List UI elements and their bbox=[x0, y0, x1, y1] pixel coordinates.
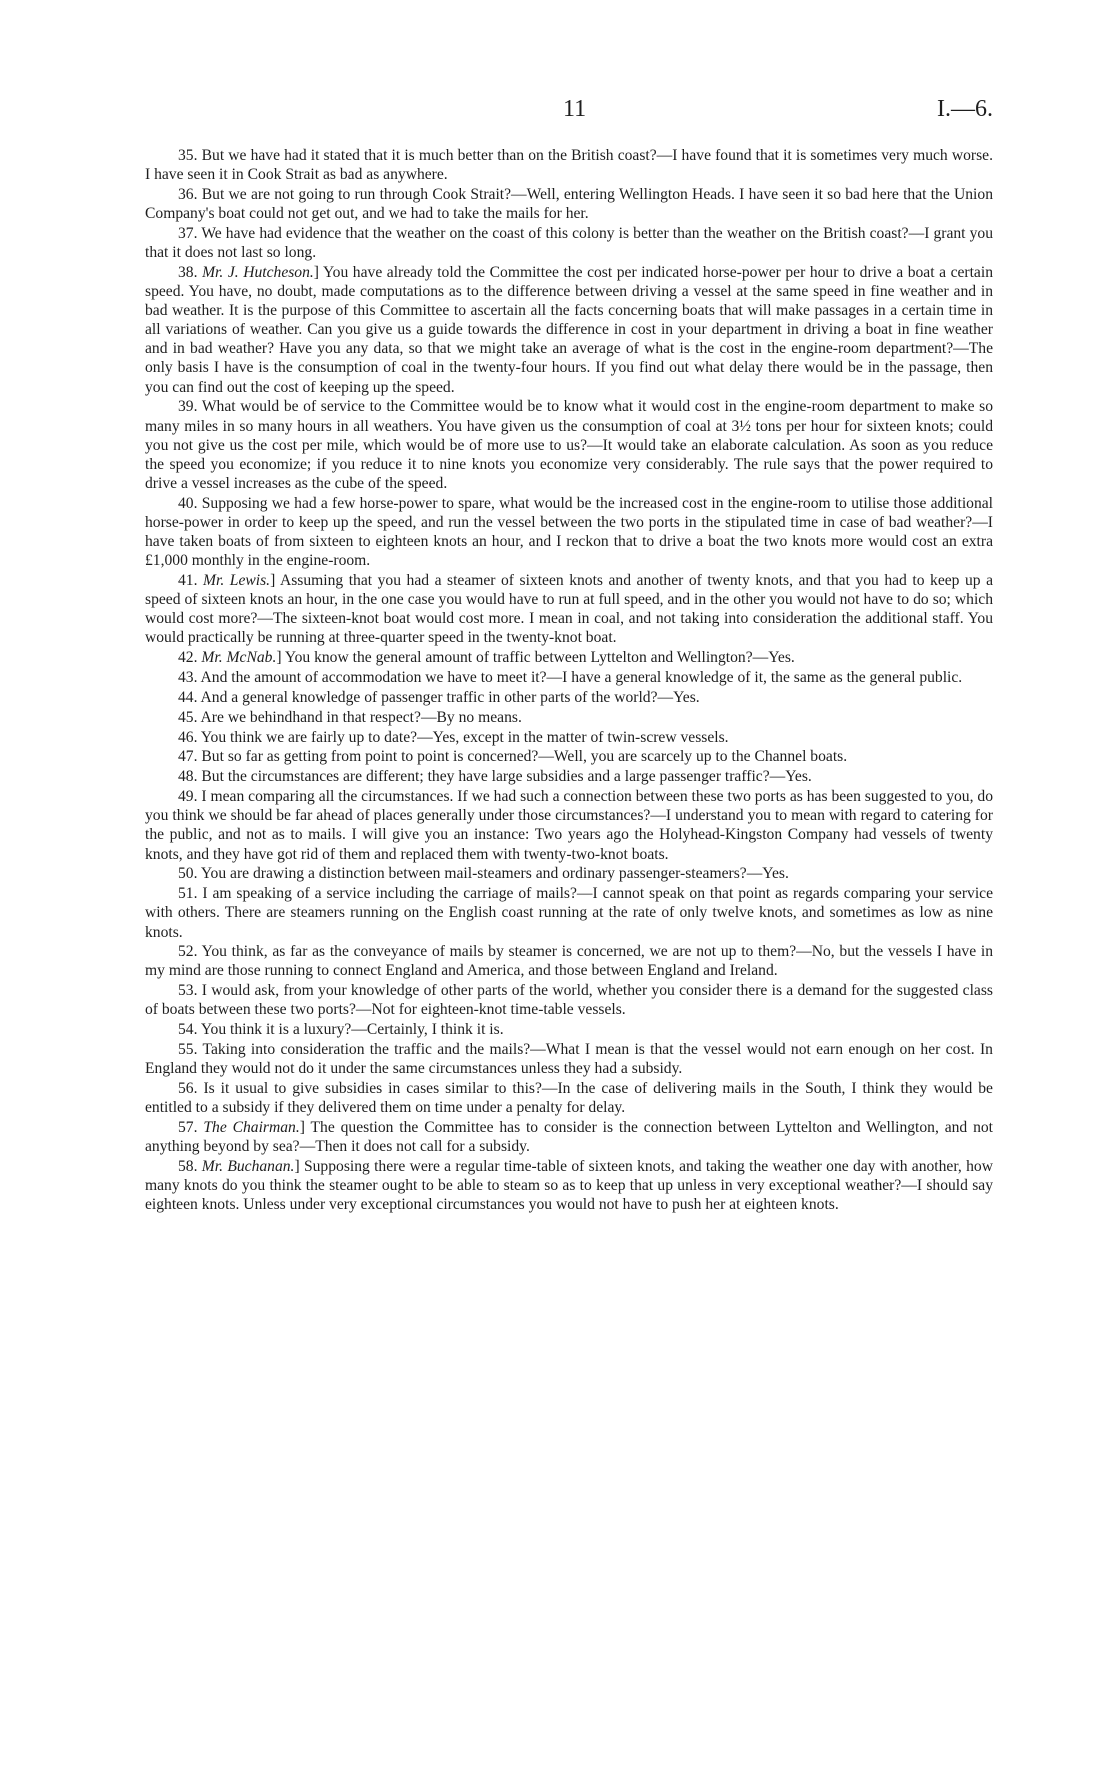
question-text: But the circumstances are different; they have large subsidies and a large passenger traffic?—Yes. bbox=[201, 768, 812, 786]
question-paragraph bbox=[145, 787, 993, 863]
question-text: Taking into consideration the traffic and the mails?—What I mean is that the vessel would not earn enough on her cost. In England they would not do it under the same circumstances unless they had a subsidy. bbox=[145, 1041, 993, 1078]
question-paragraph bbox=[145, 1118, 993, 1156]
speaker-bracket: ] bbox=[313, 263, 319, 281]
question-text: You think it is a luxury?—Certainly, I think it is. bbox=[200, 1021, 504, 1039]
question-paragraph bbox=[145, 1040, 993, 1078]
question-number: 48. bbox=[178, 768, 198, 786]
speaker-name: Mr. McNab. bbox=[201, 649, 277, 667]
question-paragraph bbox=[145, 263, 993, 397]
question-paragraph bbox=[145, 1079, 993, 1117]
question-number: 51. bbox=[178, 885, 198, 903]
page-number: 11 bbox=[563, 96, 587, 122]
question-number: 57. bbox=[178, 1119, 198, 1137]
question-text: We have had evidence that the weather on the coast of this colony is better than the weather on the British coast?—I grant you that it does not last so long. bbox=[145, 224, 993, 262]
question-text: I would ask, from your knowledge of other parts of the world, whether you consider there is a demand for the suggested class of boats between these two ports?—Not for eighteen-knot time-table vessels. bbox=[145, 982, 993, 1019]
question-number: 52. bbox=[178, 943, 198, 961]
question-text: And a general knowledge of passenger traffic in other parts of the world?—Yes. bbox=[200, 688, 700, 706]
question-number: 49. bbox=[178, 788, 198, 806]
question-number: 40. bbox=[178, 494, 198, 512]
question-text: Assuming that you had a steamer of sixteen knots and another of twenty knots, and that you had to keep up a speed of sixteen knots an hour, in the one case you would have to run at full speed, and in the other you would not have to do so; which would cost more?—The sixteen-knot boat would cost more. I mean in coal, and not taking into consideration the additional staff. You would practically be running at three-quarter speed in the twenty-knot boat. bbox=[145, 571, 994, 647]
question-number: 54. bbox=[178, 1021, 198, 1039]
question-text: You are drawing a distinction between mail-steamers and ordinary passenger-steamers?—Yes. bbox=[200, 865, 789, 883]
question-number: 47. bbox=[178, 748, 198, 766]
question-text: But we are not going to run through Cook Strait?—Well, entering Wellington Heads. I have seen it so bad here that the Union Company's boat could not get out, and we had to take the mails for her. bbox=[145, 185, 993, 223]
question-text: You have already told the Committee the cost per indicated horse-power per hour to drive a boat a certain speed. You have, no doubt, made computations as to the difference between driving a vessel at the same speed in fine weather and in bad weather. It is the purpose of this Committee to ascertain all the facts concerning boats that will make passages in a certain time in all variations of weather. Can you give us a guide towards the difference in cost in your department in driving a boat in fine weather and in bad weather? Have you any data, so that we might take an average of what is the cost in the engine-room department?—The only basis I have is the consumption of coal in the twenty-four hours. If you find out what delay there would be in the passage, then you can find out the cost of keeping up the speed. bbox=[145, 263, 993, 396]
question-paragraph bbox=[145, 1020, 993, 1039]
question-paragraph bbox=[145, 397, 993, 492]
question-paragraph bbox=[145, 747, 993, 766]
question-paragraph bbox=[145, 688, 993, 707]
question-text: But we have had it stated that it is much better than on the British coast?—I have found that it is sometimes very much worse. I have seen it in Cook Strait as bad as anywhere. bbox=[145, 147, 993, 184]
speaker-name: Mr. Buchanan. bbox=[201, 1158, 295, 1176]
question-text: I mean comparing all the circumstances. If we had such a connection between these two ports as has been suggested to you, do you think we should be far ahead of places generally under those circumstances?—I understand you to mean with regard to catering for the public, and not as to mails. I will give you an instance: Two years ago the Holyhead-Kingston Company had vessels of twenty knots, and they have got rid of them and replaced them with twenty-two-knot boats. bbox=[145, 788, 993, 863]
question-text: You think, as far as the conveyance of mails by steamer is concerned, we are not up to them?—No, but the vessels I have in my mind are those running to connect England and America, and those between England and Ireland. bbox=[145, 943, 993, 980]
speaker-bracket: ] bbox=[294, 1158, 300, 1176]
question-paragraph bbox=[145, 185, 993, 223]
question-paragraph bbox=[145, 668, 993, 687]
question-text: Supposing we had a few horse-power to spare, what would be the increased cost in the engine-room to utilise those additional horse-power in order to keep up the speed, and run the vessel between the two ports in the stipulated time in case of bad weather?—I have taken boats of from sixteen to eighteen knots an hour, and I reckon that to drive a boat the two knots more would cost an extra £1,000 monthly in the engine-room. bbox=[145, 494, 993, 569]
question-number: 56. bbox=[178, 1080, 198, 1098]
question-number: 55. bbox=[178, 1041, 198, 1059]
question-paragraph bbox=[145, 708, 993, 727]
question-paragraph bbox=[145, 571, 993, 647]
speaker-bracket: ] bbox=[270, 571, 276, 589]
question-number: 58. bbox=[178, 1158, 198, 1176]
question-paragraph bbox=[145, 767, 993, 786]
question-paragraph bbox=[145, 884, 993, 941]
question-number: 38. bbox=[178, 263, 198, 281]
question-number: 35. bbox=[178, 147, 198, 164]
question-text: And the amount of accommodation we have to meet it?—I have a general knowledge of it, the same as the general public. bbox=[200, 668, 963, 686]
question-paragraph bbox=[145, 648, 993, 667]
question-number: 45. bbox=[178, 708, 198, 726]
question-text: Are we behindhand in that respect?—By no means. bbox=[200, 708, 522, 726]
question-paragraph bbox=[145, 864, 993, 883]
question-text: But so far as getting from point to point is concerned?—Well, you are scarcely up to the Channel boats. bbox=[201, 748, 848, 766]
question-text: You think we are fairly up to date?—Yes, except in the matter of twin-screw vessels. bbox=[200, 728, 729, 746]
question-text: What would be of service to the Committee would be to know what it would cost in the engine-room department to make so many miles in so many hours in all weathers. You have given us the consumption of coal at 3½ tons per hour for sixteen knots; could you not give us the cost per mile, which would be of more use to us?—It would take an elaborate calculation. As soon as you reduce the speed you economize; if you reduce it to nine knots you economize very considerably. The rule says that the power required to drive a vessel increases as the cube of the speed. bbox=[145, 398, 993, 492]
question-paragraph bbox=[145, 494, 993, 570]
speaker-bracket: ] bbox=[276, 649, 282, 667]
speaker-name: Mr. J. Hutcheson. bbox=[202, 263, 314, 281]
question-text: The question the Committee has to consider is the connection between Lyttelton and Wellington, and not anything beyond by sea?—Then it does not call for a subsidy. bbox=[145, 1119, 993, 1156]
question-number: 37. bbox=[178, 224, 198, 242]
document-page bbox=[145, 96, 993, 1215]
question-number: 53. bbox=[178, 982, 198, 1000]
question-number: 36. bbox=[178, 185, 198, 203]
question-number: 39. bbox=[178, 398, 198, 416]
question-paragraph bbox=[145, 1157, 993, 1214]
question-paragraph bbox=[145, 942, 993, 980]
evidence-body bbox=[145, 146, 993, 1214]
question-number: 46. bbox=[178, 728, 198, 746]
question-text: Is it usual to give subsidies in cases similar to this?—In the case of delivering mails in the South, I think they would be entitled to a subsidy if they delivered them on time under a penalty for delay. bbox=[145, 1080, 993, 1117]
question-paragraph bbox=[145, 728, 993, 747]
document-reference: I.—6. bbox=[937, 96, 993, 122]
question-text: I am speaking of a service including the carriage of mails?—I cannot speak on that point as regards comparing your service with others. There are steamers running on the English coast running at the rate of only twelve knots, and sometimes as low as nine knots. bbox=[145, 885, 994, 941]
question-paragraph bbox=[145, 146, 993, 184]
question-number: 50. bbox=[178, 865, 198, 883]
question-number: 43. bbox=[178, 668, 198, 686]
speaker-name: Mr. Lewis. bbox=[203, 571, 271, 589]
question-text: You know the general amount of traffic between Lyttelton and Wellington?—Yes. bbox=[284, 649, 795, 667]
question-paragraph bbox=[145, 224, 993, 262]
question-paragraph bbox=[145, 981, 993, 1019]
question-number: 44. bbox=[178, 688, 198, 706]
question-text: Supposing there were a regular time-table of sixteen knots, and taking the weather one day with another, how many knots do you think the steamer ought to be able to steam so as to keep that up unless in very exceptional weather?—I should say eighteen knots. Unless under very exceptional circumstances you would not have to push her at eighteen knots. bbox=[145, 1158, 993, 1214]
page-header bbox=[145, 96, 993, 146]
question-number: 42. bbox=[178, 649, 198, 667]
question-number: 41. bbox=[178, 571, 198, 589]
speaker-bracket: ] bbox=[299, 1119, 305, 1137]
speaker-name: The Chairman. bbox=[203, 1119, 300, 1137]
